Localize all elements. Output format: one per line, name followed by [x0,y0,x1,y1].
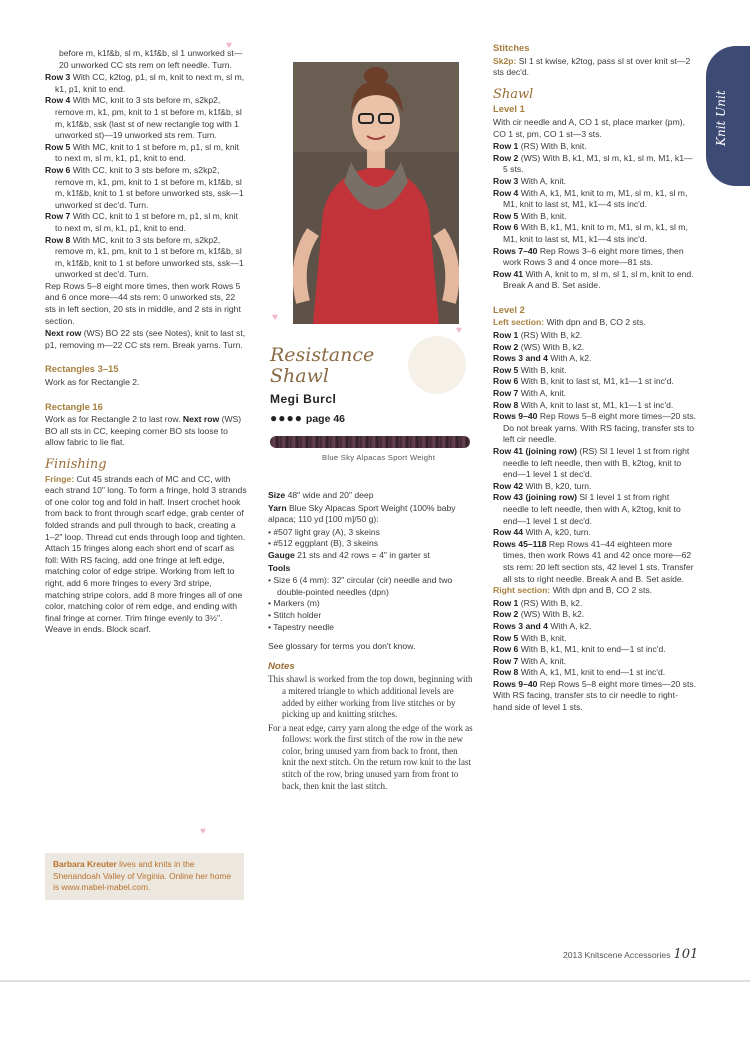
row-text: With A, knit to m, sl m, sl 1, sl m, knit to end. Break A and B. Set aside. [503,268,694,291]
model-photo [293,62,459,324]
row-text: With A, knit. [520,655,567,666]
row-label: Row 41 (joining row) [493,446,578,456]
yarn-item-text: #512 eggplant (B), 3 skeins [273,538,379,549]
instruction-row [493,141,696,153]
row-label: Row 6 [493,222,519,233]
note-paragraph-text: This shawl is worked from the top down, beginning with a mitered triangle to which additional levels are added by either working from live stitches or by picking up and knitting stitches. [268,674,473,720]
note-paragraph-text: For a neat edge, carry yarn along the edge of the work as follows: work the first stitch of the row in the new color, bring unused yarn from back to front, then knit the next stitch. On the return row knit to the last stitch of the row, bring unused yarn from front to back, then knit the last stitch. [268,722,473,791]
row-text: With B, knit. [520,632,567,643]
yarn-item [268,527,473,539]
section-heading: Rectangle 16 [45,400,103,412]
instruction-row [45,95,247,141]
next-row-text: (WS) BO 22 sts (see Notes), knit to last st, p1, removing m—22 CC sts rem. Break yarns. Turn. [45,328,246,350]
row-label: Row 5 [45,141,71,152]
left-section-text: With dpn and B, CO 2 sts. [546,317,646,328]
notes-list [268,674,473,792]
level1-intro: With cir needle and A, CO 1 st, place marker (pm), CO 1 st, pm, CO 1 st—3 sts. [493,116,685,139]
bullet-icon: • [268,621,274,632]
sk2p-text: Sl 1 st kwise, k2tog, pass sl st over knit st—2 sts dec'd. [493,55,691,78]
instruction-row [493,153,696,176]
tools-label: Tools [268,562,291,573]
row-label: Rows 3 and 4 [493,620,548,631]
heart-icon: ♥ [272,312,278,323]
tool-item-text: Stitch holder [273,609,322,620]
heart-icon: ♥ [200,826,206,837]
instruction-row [493,211,696,223]
row-text: (RS) With B, k2. [520,330,583,341]
row-label: Rows 3 and 4 [493,353,548,364]
instruction-row [493,246,696,269]
bottom-rule [0,980,750,982]
bullet-icon: • [268,575,274,586]
tab-label: Knit Unit [714,90,728,146]
title-line: Shawl [270,365,329,387]
row-label: Rows 9–40 [493,678,538,689]
row-text: With B, knit. [520,364,567,375]
level-dots: ●●●● [270,411,303,425]
note-paragraph [268,723,473,793]
row-label: Row 5 [493,364,519,375]
instruction-row [493,644,696,656]
left-section-rows [493,330,696,585]
instruction-row [493,633,696,645]
row-text: With MC, knit to 1 st before m, p1, sl m, knit to next m, sl m, k1, p1, knit to end. [55,141,239,164]
sk2p-label: Sk2p: [493,55,517,66]
instruction-row [493,492,696,527]
level1-rows [493,141,696,292]
right-section-text: With dpn and B, CO 2 sts. [552,585,653,596]
row-label: Row 4 [493,187,519,198]
skill-level [270,411,345,425]
instruction-row [45,142,247,165]
next-row-label: Next row [45,328,82,339]
row-text: Rep Rows 3–6 eight more times, then work Rows 3 and 4 once more—81 sts. [503,245,684,268]
row-label: Row 7 [493,388,519,399]
intro-text: before m, k1f&b, sl m, k1f&b, sl 1 unworked st—20 unworked CC sts rem on left needle. Turn. [59,48,243,70]
yarn-text: Blue Sky Alpacas Sport Weight (100% baby alpaca; 110 yd [100 m]/50 g): [268,502,456,525]
row-text: With A, k1, M1, knit to m, M1, sl m, k1, sl m, M1, knit to last st, M1, k1—4 sts inc'd. [503,187,688,210]
repeat-text: Rep Rows 5–8 eight more times, then work Rows 5 and 6 once more—44 sts rem: 0 unworked sts, 22 sts in left section, 20 sts in middle, and 2 sts in right section. [45,280,241,326]
row-label: Row 2 [493,609,519,620]
row-text: With CC, knit to 3 sts before m, s2kp2, remove m, k1, pm, knit to 1 st before m, k1f&b, sl m, k1f&b, knit to 1 st before unworked sts, ssk—1 unworked st dec'd. Turn. [55,164,244,210]
row-text: With B, k1, M1, knit to m, M1, sl m, k1, sl m, M1, knit to last st, M1, k1—4 sts inc'd. [503,222,688,244]
row-label: Rows 7–40 [493,245,538,256]
yarn-swatch [270,436,470,448]
next-row-text: (WS) BO all sts in CC, keeping corner BO sts loose to allow fabric to lie flat. [45,414,242,448]
tool-item [268,598,473,610]
instruction-row [493,330,696,342]
row-label: Rows 9–40 [493,411,538,422]
tool-item-text: Size 6 (4 mm): 32" circular (cir) needle and two double-pointed needles (dpn) [273,575,453,597]
designer-bio [45,853,244,900]
instruction-row [493,609,696,621]
bio-text: lives and knits in the Shenandoah Valley of Virginia. Online her home is www.mabel-mabel.com. [53,859,232,892]
bullet-icon: • [268,609,274,620]
row-label: Row 3 [45,72,71,83]
row-text: With B, k20, turn. [525,480,592,491]
instruction-row [493,400,696,412]
note-paragraph [268,674,473,720]
row-label: Row 5 [493,632,519,643]
yarn-list [268,527,473,550]
instruction-row [493,176,696,188]
row-text: (WS) With B, k1, M1, sl m, k1, sl m, M1, k1—5 sts. [503,152,693,175]
section-heading: Rectangles 3–15 [45,363,119,375]
instruction-row [493,539,696,585]
column-left [45,48,247,637]
tool-item [268,610,473,622]
bio-name: Barbara Kreuter [53,859,117,869]
gauge-text: 21 sts and 42 rows = 4" in garter st [297,549,430,560]
instruction-row [493,353,696,365]
pattern-title [270,345,374,387]
instruction-row [493,446,696,481]
notes-heading: Notes [268,660,295,672]
instruction-row [493,598,696,610]
instruction-row [493,342,696,354]
row-label: Row 43 (joining row) [493,492,578,503]
row-text: With B, k1, M1, knit to end—1 st inc'd. [520,644,666,655]
tool-item-text: Tapestry needle [273,621,334,632]
row-label: Row 2 [493,341,519,352]
section-text: Work as for Rectangle 2 to last row. [45,414,181,425]
yarn-item-text: #507 light gray (A), 3 skeins [273,526,380,537]
instruction-row [493,365,696,377]
yarn-caption: Blue Sky Alpacas Sport Weight [322,453,436,462]
row-text: With MC, knit to 3 sts before m, s2kp2, remove m, k1, pm, knit to 1 st before m, k1f&b, sl m, k1f&b, ssk (last st of new rectangle tog with 1 unworked st)—19 unworked sts rem. Turn. [55,95,242,141]
row-text: Rep Rows 5–8 eight more times—20 sts. Do not break yarns. With RS facing, transfer sts to left cir needle. [503,411,697,445]
row-label: Row 5 [493,210,519,221]
closing-text: With RS facing, transfer sts to cir needle to right-hand side of level 1 sts. [493,690,678,713]
row-text: With A, k1, M1, knit to end—1 st inc'd. [520,667,666,678]
row-label: Row 2 [493,152,519,163]
fringe-label: Fringe: [45,473,75,484]
next-row-label: Next row [182,414,220,425]
designer-name: Megi Burcl [270,392,337,406]
instruction-row [493,621,696,633]
row-label: Row 7 [45,211,71,222]
yarn-item [268,538,473,550]
row-text: With CC, knit to 1 st before m, p1, sl m, knit to next m, sl m, k1, p1, knit to end. [55,211,238,233]
title-line: Resistance [270,344,375,366]
row-label: Row 3 [493,175,519,186]
tools-list [268,575,473,633]
row-text: (WS) With B, k2. [520,609,585,620]
finishing-heading: Finishing [45,457,107,472]
row-text: With B, knit to last st, M1, k1—1 st inc'd. [520,376,674,387]
flower-decoration [408,336,466,394]
row-list [45,72,247,281]
tool-item-text: Markers (m) [273,598,320,609]
row-label: Row 42 [493,480,524,491]
row-text: Rep Rows 41–44 eighteen more times, then work Rows 41 and 42 once more—62 sts rem: 20 left section sts, 42 level 1 sts. Transfer all sts to right needle. Break A and B. Set aside. [503,538,694,584]
instruction-row [493,269,696,292]
row-text: With A, k20, turn. [525,527,591,538]
instruction-row [493,376,696,388]
row-text: (RS) Sl 1 level 1 st from right needle to left needle, then with B, k2tog, knit to end—1 level 1 st dec'd. [503,446,690,480]
instruction-row [493,388,696,400]
instruction-row [493,527,696,539]
row-label: Row 1 [493,141,519,152]
page-footer [563,947,698,962]
section-tab [706,46,750,186]
row-label: Row 8 [45,234,71,245]
row-text: With A, knit. [520,175,567,186]
row-text: (RS) With B, knit. [520,141,587,152]
page-ref: page 46 [305,413,346,425]
right-section-label: Right section: [493,585,551,596]
row-text: With A, knit. [520,388,567,399]
row-label: Row 7 [493,655,519,666]
row-label: Rows 45–118 [493,538,547,549]
bullet-icon: • [268,538,274,549]
instruction-row [493,411,696,446]
glossary-note: See glossary for terms you don't know. [268,641,416,652]
size-label: Size [268,490,286,500]
stitches-heading: Stitches [493,42,530,53]
row-text: (RS) With B, k2. [520,597,583,608]
footer-text: 2013 Knitscene Accessories [563,950,671,960]
right-section-rows [493,598,696,691]
row-label: Row 4 [45,95,71,106]
heart-icon: ♥ [456,325,462,336]
row-text: Rep Rows 5–8 eight more times—20 sts. [539,678,697,689]
section-text: Work as for Rectangle 2. [45,377,140,388]
row-label: Row 44 [493,527,524,538]
level1-heading: Level 1 [493,103,525,115]
row-label: Row 6 [493,376,519,387]
bullet-icon: • [268,526,274,537]
row-label: Row 8 [493,667,519,678]
row-text: With B, knit. [520,210,567,221]
gauge-label: Gauge [268,549,295,560]
row-label: Row 1 [493,597,519,608]
row-label: Row 1 [493,330,519,341]
row-label: Row 6 [45,164,71,175]
row-text: (WS) With B, k2. [520,341,585,352]
row-text: With A, k2. [550,353,592,364]
instruction-row [45,72,247,95]
row-text: With MC, knit to 3 sts before m, s2kp2, remove m, k1, pm, knit to 1 st before m, k1f&b, sl m, k1f&b, knit to 1 st before unworked sts, ssk—1 unworked st dec'd. Turn. [55,234,244,280]
instruction-row [493,667,696,679]
instruction-row [493,222,696,245]
column-middle [268,490,473,794]
row-text: Sl 1 level 1 st from right needle to left needle, then with A, k2tog, knit to end—1 level 1 st dec'd. [503,492,681,526]
row-text: With CC, k2tog, p1, sl m, knit to next m, sl m, k1, p1, knit to end. [55,72,245,94]
yarn-label: Yarn [268,502,287,513]
level2-heading: Level 2 [493,303,525,315]
instruction-row [45,165,247,211]
row-label: Row 41 [493,268,524,279]
left-section-label: Left section: [493,317,545,328]
instruction-row [493,188,696,211]
tool-item [268,575,473,598]
row-text: With A, knit to last st, M1, k1—1 st inc'd. [520,399,674,410]
instruction-row [493,656,696,668]
instruction-row [45,235,247,281]
row-text: With A, k2. [550,620,592,631]
heart-icon: ♥ [226,40,232,51]
instruction-row [45,211,247,234]
row-label: Row 8 [493,399,519,410]
bullet-icon: • [268,598,274,609]
tool-item [268,622,473,634]
instruction-row [493,481,696,493]
size-text: 48" wide and 20" deep [287,490,374,500]
column-right [493,42,696,715]
page-number: 101 [673,947,699,962]
instruction-row [493,679,696,691]
row-label: Row 6 [493,644,519,655]
fringe-text: Cut 45 strands each of MC and CC, with each strand 10" long. To form a fringe, hold 3 strands of one color tog and fold in half. Insert crochet hook from back to front through scarf edge, grab center of folded strands and pull through to back, creating a 1–2" loop. Thread cut ends through loop and tighten. Attach 15 fringes along each short end of scarf as foll: With RS facing, add one fringe at left edge, matching color of edge stripe. Working from left to right, add 6 more fringes to every 3rd stripe, matching stripe colors, add 8 more fringes all of one color, matching color of rem edge, and ending with final fringe at corner. Trim fringe evenly to 3½". Weave in ends. Block scarf. [45,473,247,635]
shawl-heading: Shawl [493,86,534,102]
